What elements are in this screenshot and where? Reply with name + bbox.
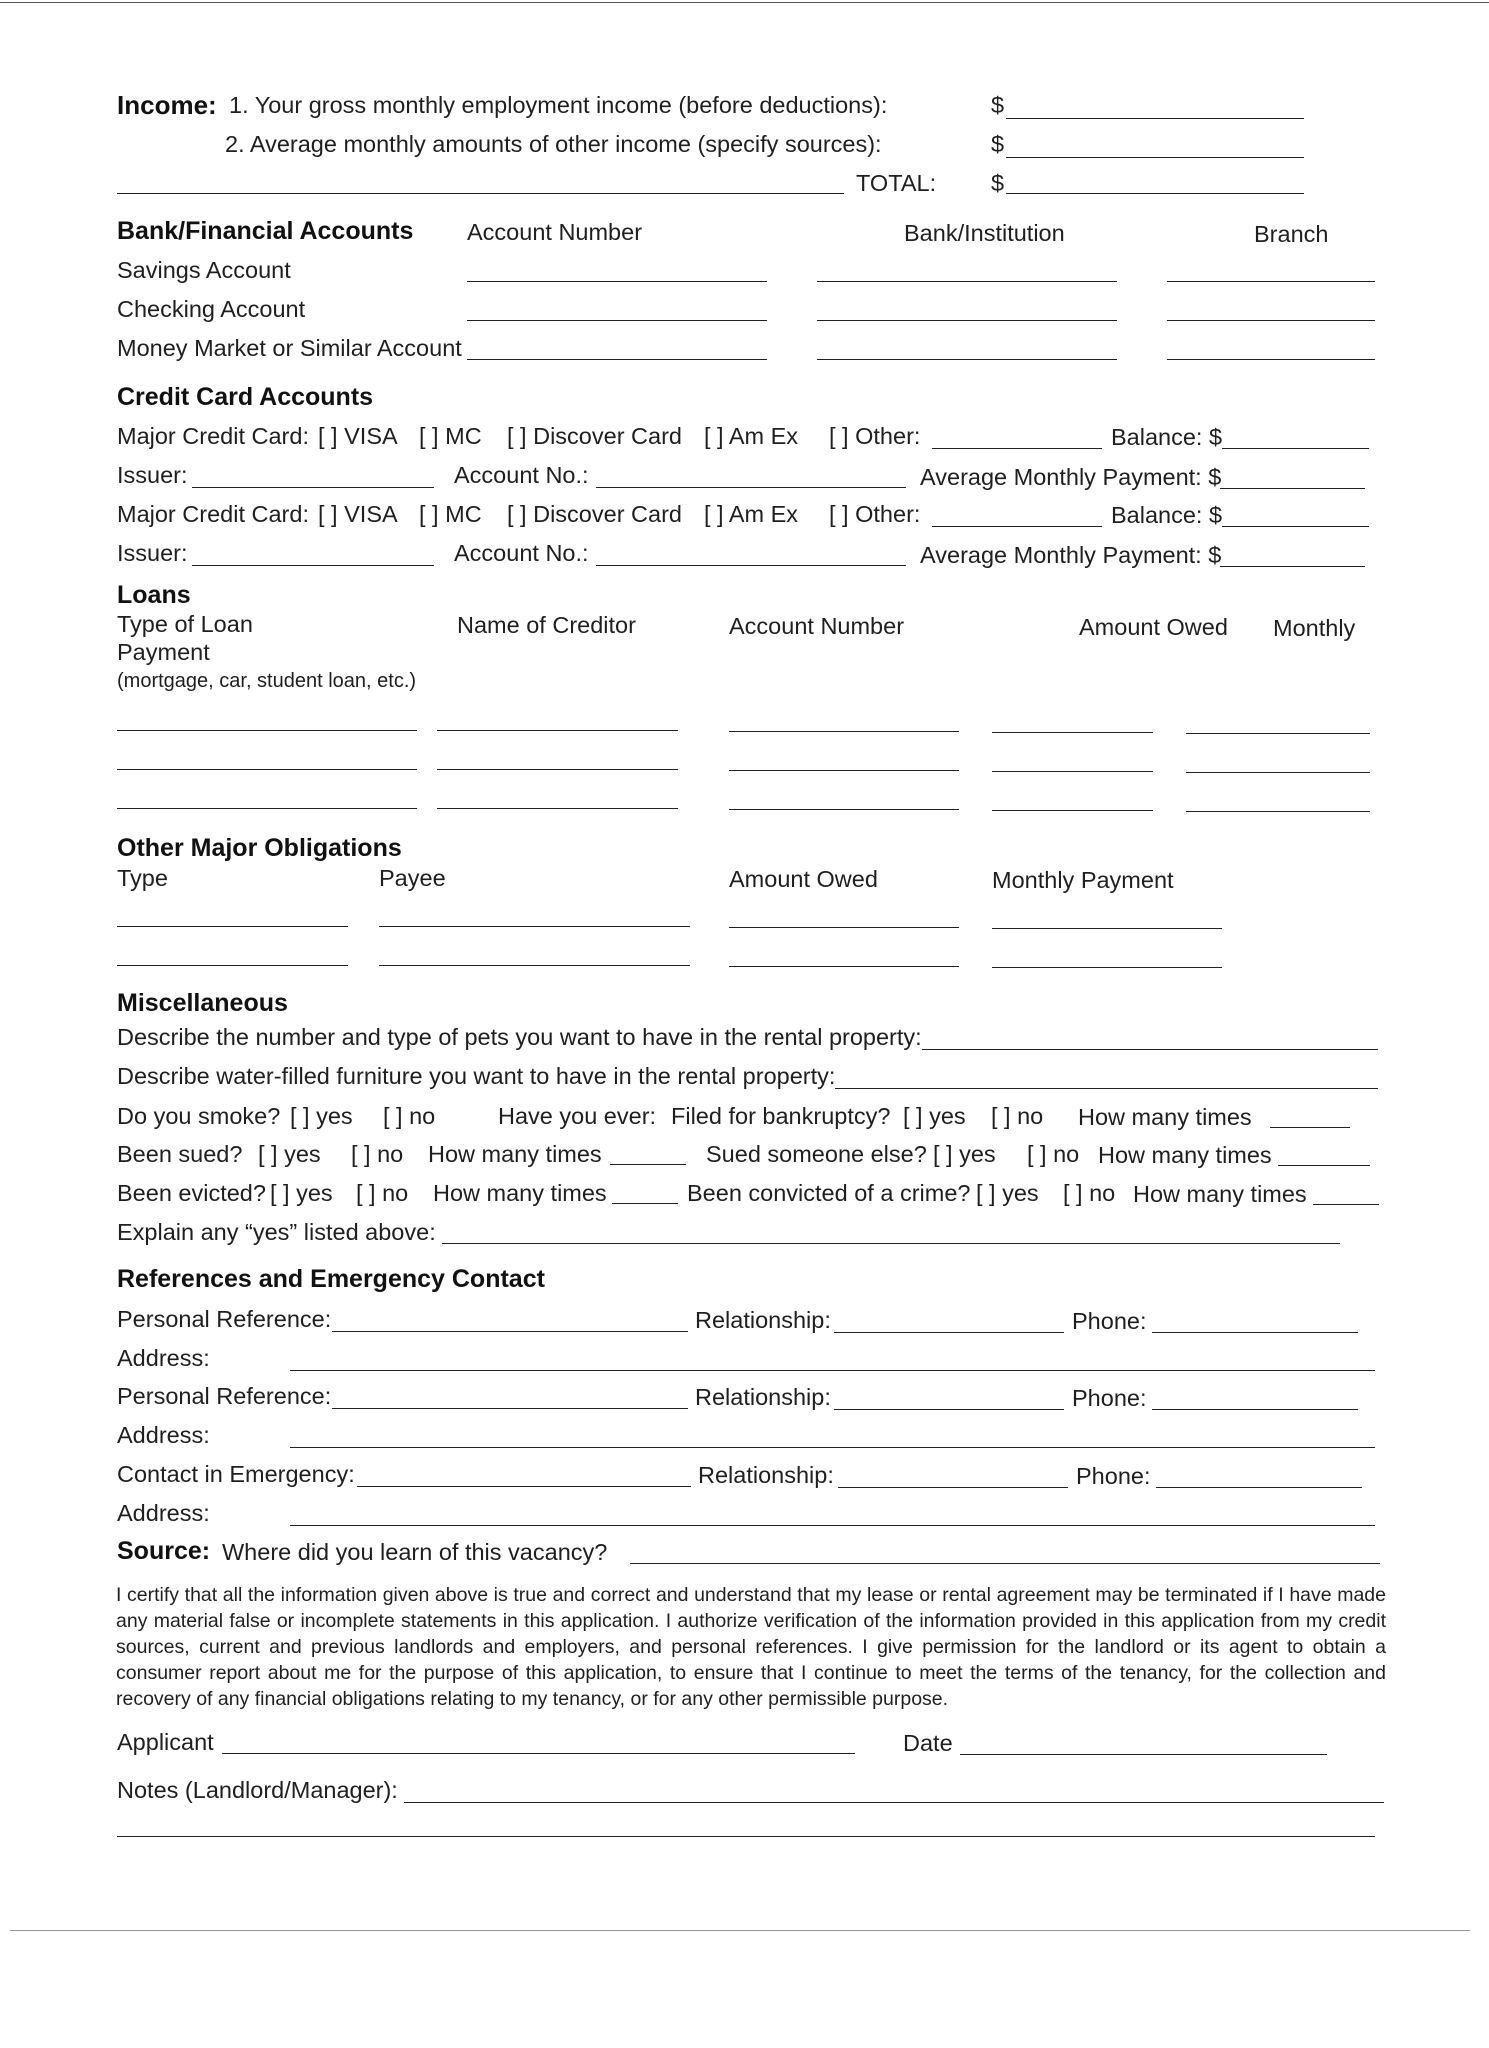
card2-discover-checkbox[interactable]: [ ] Discover Card	[507, 501, 682, 527]
money-market-branch-field[interactable]	[1167, 359, 1375, 360]
savings-account-number-field[interactable]	[467, 281, 767, 282]
ref1-address-field[interactable]	[290, 1370, 1375, 1371]
evicted-no-checkbox[interactable]: [ ] no	[356, 1180, 409, 1206]
card1-balance-field[interactable]	[1222, 448, 1369, 449]
savings-institution-field[interactable]	[817, 281, 1117, 282]
sued-else-no-checkbox[interactable]: [ ] no	[1027, 1141, 1080, 1167]
ref1-name-field[interactable]	[332, 1331, 688, 1332]
obligation1-type-field[interactable]	[117, 926, 348, 927]
ref2-phone-field[interactable]	[1152, 1409, 1358, 1410]
applicant-signature-field[interactable]	[222, 1753, 855, 1754]
loans-col-type: Type of Loan	[117, 611, 253, 637]
convicted-yes-checkbox[interactable]: [ ] yes	[976, 1180, 1039, 1206]
card2-avg-payment-field[interactable]	[1220, 566, 1365, 567]
ref2-relationship-label: Relationship:	[695, 1384, 831, 1410]
card2-issuer-field[interactable]	[192, 565, 434, 566]
card1-account-no-label: Account No.:	[454, 462, 589, 488]
obligation1-payee-field[interactable]	[379, 926, 690, 927]
sued-yes-checkbox[interactable]: [ ] yes	[258, 1141, 321, 1167]
convicted-how-many-field[interactable]	[1313, 1204, 1379, 1205]
bankruptcy-how-many-label: How many times	[1078, 1104, 1252, 1130]
date-label: Date	[903, 1730, 953, 1756]
card2-balance-label: Balance: $	[1111, 502, 1223, 528]
loan1-monthly-field[interactable]	[1186, 733, 1370, 734]
card2-issuer-label: Issuer:	[117, 540, 188, 566]
bank-col-institution: Bank/Institution	[904, 220, 1065, 246]
card2-other-field[interactable]	[932, 526, 1102, 527]
bank-col-account: Account Number	[467, 219, 643, 245]
income-line2-dollar: $	[991, 131, 1005, 157]
bank-row-money-market: Money Market or Similar Account	[117, 335, 462, 361]
sued-how-many-label: How many times	[428, 1141, 602, 1167]
card1-account-no-field[interactable]	[596, 487, 906, 488]
bank-row-checking: Checking Account	[117, 296, 306, 322]
ref2-address-field[interactable]	[290, 1447, 1375, 1448]
obligation2-payment-field[interactable]	[992, 967, 1222, 968]
misc-pets-field[interactable]	[922, 1049, 1378, 1050]
card2-other-checkbox[interactable]: [ ] Other:	[829, 501, 921, 527]
loan3-account-field[interactable]	[729, 809, 959, 810]
card2-account-no-field[interactable]	[596, 565, 906, 566]
misc-bankruptcy-label: Filed for bankruptcy?	[671, 1103, 891, 1129]
sued-how-many-field[interactable]	[610, 1164, 686, 1165]
loan2-account-field[interactable]	[729, 770, 959, 771]
convicted-how-many-label: How many times	[1133, 1181, 1307, 1207]
income-total-field[interactable]	[1006, 193, 1304, 194]
loan1-account-field[interactable]	[729, 731, 959, 732]
savings-branch-field[interactable]	[1167, 281, 1375, 282]
checking-branch-field[interactable]	[1167, 320, 1375, 321]
card1-other-field[interactable]	[932, 448, 1102, 449]
sued-else-how-many-label: How many times	[1098, 1142, 1272, 1168]
loan2-creditor-field[interactable]	[437, 769, 678, 770]
loan3-creditor-field[interactable]	[437, 808, 678, 809]
loan2-monthly-field[interactable]	[1186, 772, 1370, 773]
ref1-relationship-field[interactable]	[834, 1332, 1064, 1333]
ref1-phone-field[interactable]	[1152, 1332, 1358, 1333]
misc-explain-label: Explain any “yes” listed above:	[117, 1219, 436, 1245]
loan1-creditor-field[interactable]	[437, 730, 678, 731]
applicant-label: Applicant	[117, 1729, 214, 1755]
loans-col-owed: Amount Owed	[1079, 614, 1228, 640]
misc-pets-label: Describe the number and type of pets you want to have in the rental property:	[117, 1024, 922, 1050]
smoke-no-checkbox[interactable]: [ ] no	[383, 1103, 436, 1129]
loans-col-account: Account Number	[729, 613, 905, 639]
ref2-label: Personal Reference:	[117, 1383, 332, 1409]
obligation2-type-field[interactable]	[117, 965, 348, 966]
emergency-address-label: Address:	[117, 1500, 210, 1526]
loan3-type-field[interactable]	[117, 808, 417, 809]
ref2-phone-label: Phone:	[1072, 1385, 1147, 1411]
money-market-institution-field[interactable]	[817, 359, 1117, 360]
loans-heading: Loans	[117, 581, 191, 609]
checking-institution-field[interactable]	[817, 320, 1117, 321]
sued-no-checkbox[interactable]: [ ] no	[351, 1141, 404, 1167]
obligation2-payee-field[interactable]	[379, 965, 690, 966]
misc-convicted-label: Been convicted of a crime?	[687, 1180, 971, 1206]
misc-evicted-label: Been evicted?	[117, 1180, 266, 1206]
card2-account-no-label: Account No.:	[454, 540, 589, 566]
loans-col-creditor: Name of Creditor	[457, 612, 636, 638]
obligations-col-type: Type	[117, 865, 168, 891]
evicted-yes-checkbox[interactable]: [ ] yes	[270, 1180, 333, 1206]
bank-col-branch: Branch	[1254, 221, 1329, 247]
emergency-relationship-field[interactable]	[838, 1487, 1068, 1488]
loans-col-monthly: Monthly	[1273, 615, 1356, 641]
income-heading: Income:	[117, 90, 217, 120]
card1-issuer-field[interactable]	[192, 487, 434, 488]
notes-field-line1[interactable]	[404, 1802, 1384, 1803]
ref2-name-field[interactable]	[332, 1408, 688, 1409]
misc-water-field[interactable]	[835, 1088, 1378, 1089]
emergency-phone-label: Phone:	[1076, 1463, 1151, 1489]
loan3-monthly-field[interactable]	[1186, 811, 1370, 812]
bankruptcy-yes-checkbox[interactable]: [ ] yes	[903, 1103, 966, 1129]
emergency-name-field[interactable]	[357, 1486, 691, 1487]
card2-major-label: Major Credit Card:	[117, 501, 309, 527]
obligation1-owed-field[interactable]	[729, 927, 959, 928]
card1-avg-payment-field[interactable]	[1220, 488, 1365, 489]
checking-account-number-field[interactable]	[467, 320, 767, 321]
ref1-relationship-label: Relationship:	[695, 1307, 831, 1333]
references-heading: References and Emergency Contact	[117, 1265, 545, 1293]
card2-amex-checkbox[interactable]: [ ] Am Ex	[704, 501, 799, 527]
loans-col-type-cont: Payment	[117, 639, 210, 665]
loans-col-type-note: (mortgage, car, student loan, etc.)	[117, 670, 417, 692]
emergency-address-field[interactable]	[290, 1525, 1375, 1526]
loan2-type-field[interactable]	[117, 769, 417, 770]
emergency-relationship-label: Relationship:	[698, 1462, 834, 1488]
source-question: Where did you learn of this vacancy?	[222, 1539, 608, 1565]
credit-heading: Credit Card Accounts	[117, 383, 374, 411]
certification-text: I certify that all the information given above is true and correct and understand that my lease or rental agreement may be terminated if I have made any material false or incomplete statements in this application. I authorize verification of the information provided in this application from my credit sources, current and previous landlords and employers, and personal references. I give permission for the landlord or its agent to obtain a consumer report about me for the purpose of this application, to ensure that I continue to meet the terms of the tenancy, for the collection and recovery of any financial obligations relating to my tenancy, or for any other permissible purpose.	[116, 1584, 1386, 1710]
income-line1-field[interactable]	[1006, 118, 1304, 119]
bottom-scan-edge	[10, 1930, 1470, 1931]
misc-water-label: Describe water-filled furniture you want to have in the rental property:	[117, 1063, 836, 1089]
income-line1-label: 1. Your gross monthly employment income (before deductions):	[229, 92, 888, 118]
smoke-yes-checkbox[interactable]: [ ] yes	[290, 1103, 353, 1129]
ref1-phone-label: Phone:	[1072, 1308, 1147, 1334]
notes-label: Notes (Landlord/Manager):	[117, 1777, 398, 1803]
emergency-label: Contact in Emergency:	[117, 1461, 355, 1487]
loan2-owed-field[interactable]	[992, 771, 1153, 772]
card1-mc-checkbox[interactable]: [ ] MC	[419, 423, 482, 449]
bank-heading: Bank/Financial Accounts	[117, 217, 414, 245]
source-field[interactable]	[630, 1563, 1380, 1564]
loan3-owed-field[interactable]	[992, 810, 1153, 811]
loan1-owed-field[interactable]	[992, 732, 1153, 733]
income-line2-field[interactable]	[1006, 157, 1304, 158]
obligation1-payment-field[interactable]	[992, 928, 1222, 929]
income-sources-field[interactable]	[117, 193, 844, 194]
obligations-heading: Other Major Obligations	[117, 834, 402, 862]
card2-balance-field[interactable]	[1222, 526, 1369, 527]
card1-balance-label: Balance: $	[1111, 424, 1223, 450]
emergency-phone-field[interactable]	[1156, 1487, 1362, 1488]
notes-field-line2[interactable]	[117, 1836, 1375, 1837]
evicted-how-many-field[interactable]	[612, 1203, 678, 1204]
bank-row-savings: Savings Account	[117, 257, 291, 283]
card1-amex-checkbox[interactable]: [ ] Am Ex	[704, 423, 799, 449]
top-scan-edge	[0, 2, 1489, 3]
misc-sued-else-label: Sued someone else?	[706, 1141, 927, 1167]
loan1-type-field[interactable]	[117, 730, 417, 731]
card1-other-checkbox[interactable]: [ ] Other:	[829, 423, 921, 449]
obligation2-owed-field[interactable]	[729, 966, 959, 967]
date-field[interactable]	[960, 1754, 1327, 1755]
misc-heading: Miscellaneous	[117, 989, 288, 1017]
misc-smoke-label: Do you smoke?	[117, 1103, 281, 1129]
ref2-address-label: Address:	[117, 1422, 210, 1448]
convicted-no-checkbox[interactable]: [ ] no	[1063, 1180, 1116, 1206]
sued-else-how-many-field[interactable]	[1278, 1165, 1370, 1166]
money-market-account-number-field[interactable]	[467, 359, 767, 360]
obligations-col-payee: Payee	[379, 865, 446, 891]
misc-sued-label: Been sued?	[117, 1141, 243, 1167]
income-line2-label: 2. Average monthly amounts of other income (specify sources):	[225, 131, 882, 157]
obligations-col-owed: Amount Owed	[729, 866, 878, 892]
card1-issuer-label: Issuer:	[117, 462, 188, 488]
card1-avg-payment-label: Average Monthly Payment: $	[920, 464, 1222, 490]
misc-have-you-ever: Have you ever:	[498, 1103, 657, 1129]
income-total-dollar: $	[991, 170, 1005, 196]
card2-avg-payment-label: Average Monthly Payment: $	[920, 542, 1222, 568]
bankruptcy-how-many-field[interactable]	[1270, 1127, 1350, 1128]
ref1-address-label: Address:	[117, 1345, 210, 1371]
card1-discover-checkbox[interactable]: [ ] Discover Card	[507, 423, 682, 449]
card2-mc-checkbox[interactable]: [ ] MC	[419, 501, 482, 527]
bankruptcy-no-checkbox[interactable]: [ ] no	[991, 1103, 1044, 1129]
source-heading: Source:	[117, 1537, 211, 1565]
sued-else-yes-checkbox[interactable]: [ ] yes	[933, 1141, 996, 1167]
misc-explain-field[interactable]	[442, 1243, 1340, 1244]
card1-major-label: Major Credit Card:	[117, 423, 309, 449]
income-total-label: TOTAL:	[856, 170, 937, 196]
card2-visa-checkbox[interactable]: [ ] VISA	[318, 501, 398, 527]
ref1-label: Personal Reference:	[117, 1306, 332, 1332]
obligations-col-payment: Monthly Payment	[992, 867, 1174, 893]
card1-visa-checkbox[interactable]: [ ] VISA	[318, 423, 398, 449]
income-line1-dollar: $	[991, 92, 1005, 118]
evicted-how-many-label: How many times	[433, 1180, 607, 1206]
ref2-relationship-field[interactable]	[834, 1409, 1064, 1410]
